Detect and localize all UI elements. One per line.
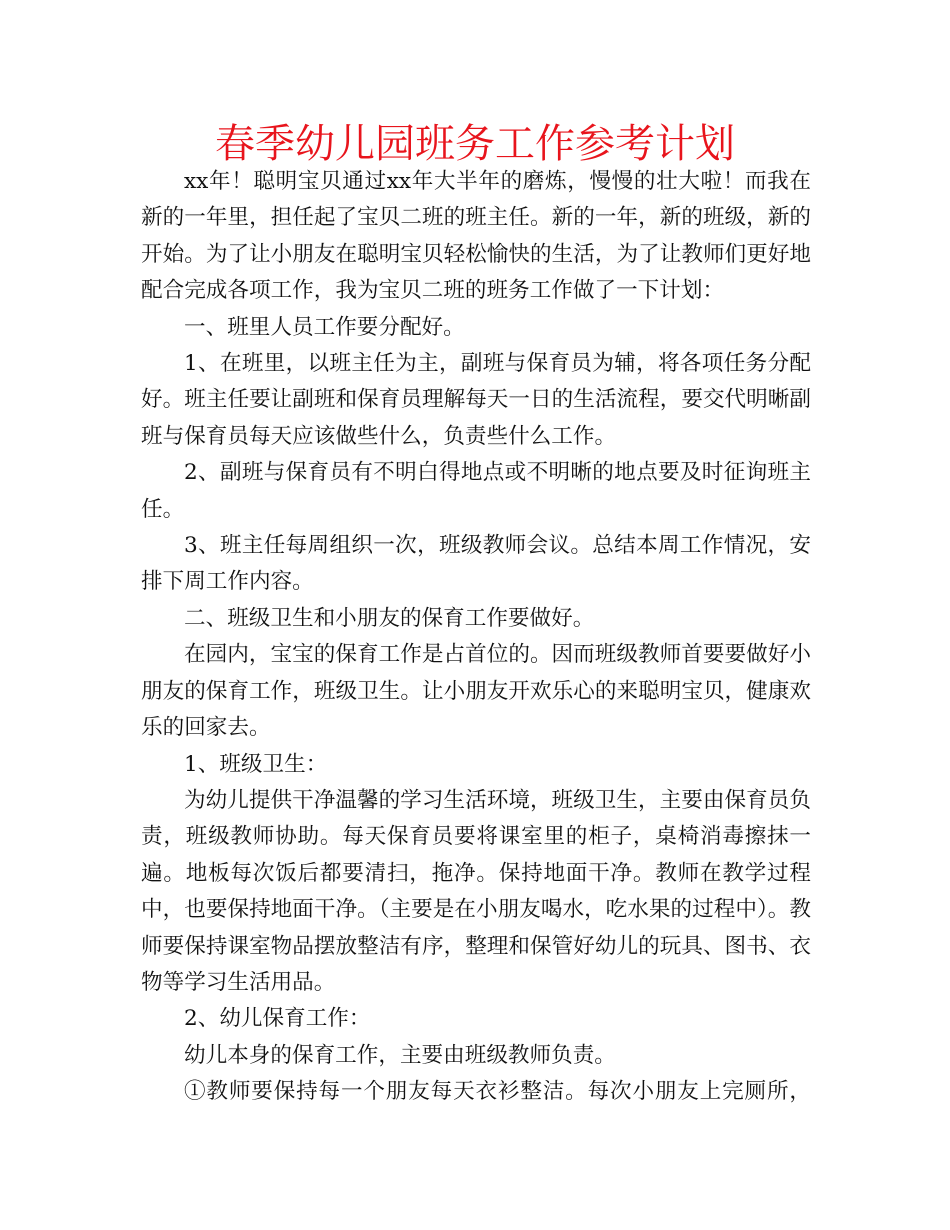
paragraph-1-3: 3、班主任每周组织一次，班级教师会议。总结本周工作情况，安排下周工作内容。 xyxy=(141,533,811,595)
subheading-child-care: 2、幼儿保育工作： xyxy=(184,1006,371,1032)
document-body xyxy=(141,164,811,1111)
section-heading-2: 二、班级卫生和小朋友的保育工作要做好。 xyxy=(184,605,595,631)
paragraph-1-2: 2、副班与保育员有不明白得地点或不明晰的地点要及时征询班主任。 xyxy=(141,460,811,522)
subheading-class-hygiene: 1、班级卫生： xyxy=(184,751,328,777)
document-title: 春季幼儿园班务工作参考计划 xyxy=(215,121,735,167)
paragraph-class-hygiene: 为幼儿提供干净温馨的学习生活环境，班级卫生，主要由保育员负责，班级教师协助。每天保育员要将课室里的柜子，桌椅消毒擦抹一遍。地板每次饭后都要清扫，拖净。保持地面干净。教师在教学过程中，也要保持地面干净。（主要是在小朋友喝水，吃水果的过程中）。教师要保持课室物品摆放整洁有序，整理和保管好幼儿的玩具、图书、衣物等学习生活用品。 xyxy=(141,787,811,995)
paragraph-2-intro: 在园内，宝宝的保育工作是占首位的。因而班级教师首要要做好小朋友的保育工作，班级卫生。让小朋友开欢乐心的来聪明宝贝，健康欢乐的回家去。 xyxy=(141,642,811,741)
paragraph-1-1: 1、在班里，以班主任为主，副班与保育员为辅，将各项任务分配好。班主任要让副班和保育员理解每天一日的生活流程，要交代明晰副班与保育员每天应该做些什么，负责些什么工作。 xyxy=(141,351,811,449)
section-heading-1: 一、班里人员工作要分配好。 xyxy=(184,314,465,340)
paragraph-item-1: ①教师要保持每一个朋友每天衣衫整洁。每次小朋友上完厕所， xyxy=(184,1079,811,1105)
paragraph-intro: xx年！聪明宝贝通过xx年大半年的磨炼，慢慢的壮大啦！而我在新的一年里，担任起了宝贝二班的班主任。新的一年，新的班级，新的开始。为了让小朋友在聪明宝贝轻松愉快的生活，为了让教师们更好地配合完成各项工作，我为宝贝二班的班务工作做了一下计划： xyxy=(141,169,811,304)
paragraph-child-care: 幼儿本身的保育工作，主要由班级教师负责。 xyxy=(184,1042,616,1068)
